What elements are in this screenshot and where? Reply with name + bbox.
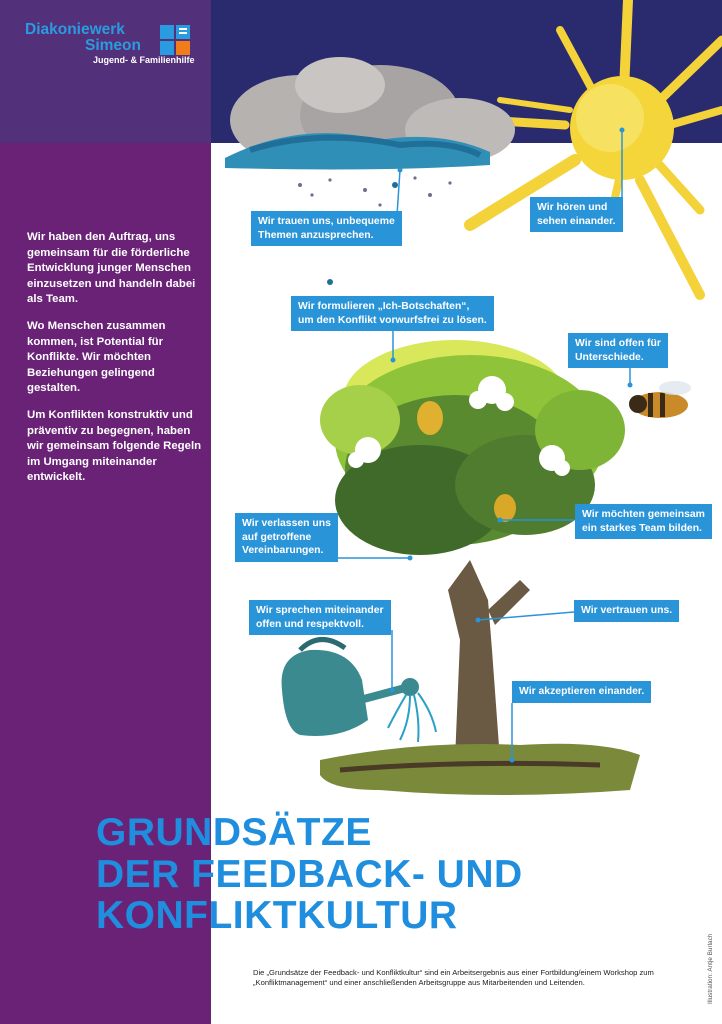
callout-line: Wir trauen uns, unbequeme bbox=[258, 216, 395, 227]
title-line-3: KONFLIKTKULTUR bbox=[96, 894, 458, 937]
callout-line: Wir formulieren „Ich-Botschaften“, bbox=[298, 301, 470, 312]
callout-line: sehen einander. bbox=[537, 215, 616, 227]
watering-can-icon bbox=[282, 639, 436, 742]
callout-line: Wir möchten gemeinsam bbox=[582, 509, 705, 520]
title-line-1: GRUNDSÄTZE bbox=[96, 811, 372, 854]
cloud-icon bbox=[225, 57, 515, 285]
callout-line: Wir sprechen miteinander bbox=[256, 605, 384, 616]
callout-line: Unterschiede. bbox=[575, 351, 644, 363]
intro-paragraph-3: Um Konflikten konstruktiv und präventiv zu begegnen, haben wir gemeinsam folgende Regeln im Umgang miteinander entwickelt. bbox=[27, 408, 202, 484]
callout-line: Wir hören und bbox=[537, 202, 608, 213]
callout-line: Wir verlassen uns bbox=[242, 518, 331, 529]
callout-ich-botschaften bbox=[291, 296, 494, 331]
callout-line: Wir sind offen für bbox=[575, 338, 661, 349]
intro-paragraph-1: Wir haben den Auftrag, uns gemeinsam für die förderliche Entwicklung junger Menschen einzusetzen und handeln dabei als Team. bbox=[27, 231, 196, 306]
bee-icon bbox=[629, 381, 691, 418]
logo-line-2: Simeon bbox=[85, 37, 141, 54]
logo-line-1: Diakoniewerk bbox=[25, 21, 125, 38]
callout-unbequeme-themen bbox=[251, 211, 402, 246]
callout-line: Themen anzusprechen. bbox=[258, 229, 374, 241]
callout-akzeptieren bbox=[512, 681, 651, 703]
callout-line: um den Konflikt vorwurfsfrei zu lösen. bbox=[298, 314, 487, 326]
illustration-credit: Illustration: Antje Burlach bbox=[707, 933, 714, 1004]
callout-line: offen und respektvoll. bbox=[256, 618, 364, 630]
intro-paragraph-2: Wo Menschen zusammen kommen, ist Potential für Konflikte. Wir möchten Beziehungen gelingend gestalten. bbox=[27, 319, 166, 395]
logo-line-3: Jugend- & Familienhilfe bbox=[93, 55, 195, 65]
callout-line: Wir vertrauen uns. bbox=[581, 605, 673, 616]
title-line-2: DER FEEDBACK- UND bbox=[96, 852, 523, 896]
callout-line: Wir akzeptieren einander. bbox=[519, 686, 645, 697]
callout-starkes-team bbox=[575, 504, 712, 539]
callout-vertrauen bbox=[574, 600, 679, 622]
callout-vereinbarungen bbox=[235, 513, 338, 562]
footnote: Die „Grundsätze der Feedback- und Konfliktkultur“ sind ein Arbeitsergebnis aus einer Fortbildung/einem Workshop zum „Konfliktmanagement“ und einer anschließenden Arbeitsgruppe aus Mitarbeitenden und Leitenden. bbox=[253, 968, 654, 987]
callout-line: auf getroffene bbox=[242, 531, 312, 543]
callout-offen-unterschiede bbox=[568, 333, 668, 368]
callout-line: ein starkes Team bilden. bbox=[582, 522, 702, 534]
page-title bbox=[96, 812, 696, 937]
callout-hoeren-sehen bbox=[530, 197, 623, 232]
callout-line: Vereinbarungen. bbox=[242, 545, 324, 557]
callout-offen-respektvoll bbox=[249, 600, 391, 635]
